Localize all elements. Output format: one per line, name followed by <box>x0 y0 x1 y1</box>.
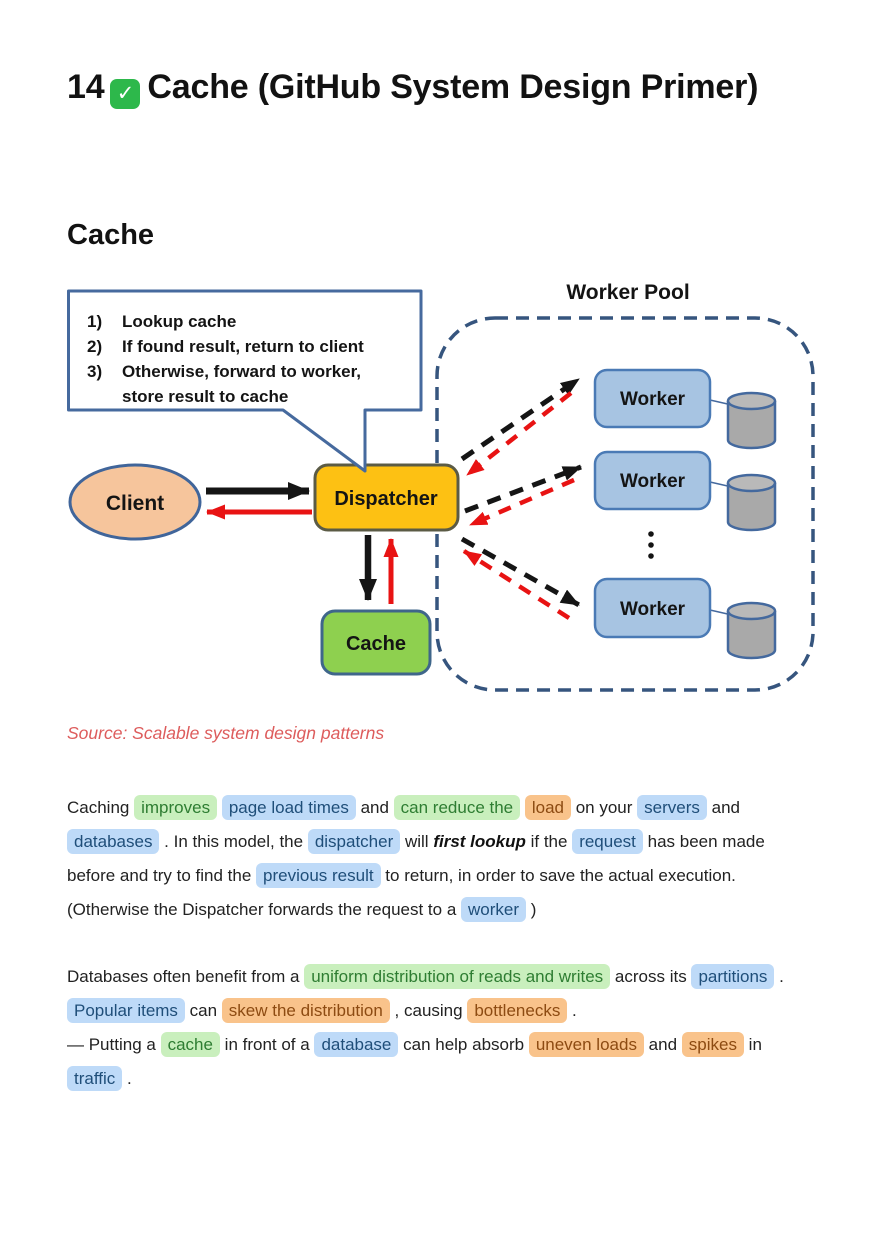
text-run: . <box>122 1069 132 1088</box>
paragraph-caching <box>67 791 815 927</box>
source-caption: Source: Scalable system design patterns <box>67 723 385 743</box>
database-cylinder-icon <box>728 475 775 530</box>
worker2-label: Worker <box>619 471 686 492</box>
text-run: can <box>184 1001 222 1020</box>
dashed-arrow-black-to-worker3 <box>462 539 579 605</box>
highlight-orange: load <box>525 795 571 820</box>
text-run: . <box>774 967 784 986</box>
dashed-arrow-red-from-worker1 <box>467 393 571 475</box>
highlight-orange: skew the distribution <box>222 998 390 1023</box>
worker-node-1 <box>595 370 775 448</box>
highlight-green: can reduce the <box>394 795 520 820</box>
text-run: . <box>567 1001 577 1020</box>
highlight-blue: servers <box>637 795 707 820</box>
dashed-arrow-red-from-worker3 <box>464 551 569 618</box>
cache-architecture-diagram <box>67 273 819 705</box>
text-run: Databases often benefit from a <box>67 967 305 986</box>
highlight-green: improves <box>134 795 217 820</box>
paragraph-databases <box>67 960 815 1096</box>
text-run: on your <box>571 798 638 817</box>
worker3-label: Worker <box>619 599 686 620</box>
text-run: ) <box>526 900 537 919</box>
text-run: in front of a <box>219 1035 315 1054</box>
text-run: will <box>400 832 434 851</box>
more-workers-ellipsis <box>648 531 654 559</box>
callout-item-2: If found result, return to client <box>122 337 364 356</box>
text-run: across its <box>610 967 692 986</box>
text-run: in <box>743 1035 762 1054</box>
highlight-blue: traffic <box>67 1066 122 1091</box>
highlight-blue: worker <box>461 897 526 922</box>
database-cylinder-icon <box>728 603 775 658</box>
highlight-green: uniform distribution of reads and writes <box>304 964 610 989</box>
highlight-orange: bottlenecks <box>467 998 567 1023</box>
worker-node-3 <box>595 579 775 658</box>
highlight-blue: databases <box>67 829 159 854</box>
highlight-orange: uneven loads <box>529 1032 644 1057</box>
text-run: and <box>706 798 740 817</box>
text-run: Caching <box>67 798 135 817</box>
text-run: , causing <box>389 1001 468 1020</box>
worker-node-2 <box>595 452 775 530</box>
callout-item-3a: Otherwise, forward to worker, <box>122 362 362 381</box>
callout-num-1: 1) <box>87 312 103 331</box>
page-title-text: Cache (GitHub System Design Primer) <box>147 68 759 106</box>
dashed-arrow-black-to-worker1 <box>462 379 579 459</box>
text-run: and <box>643 1035 682 1054</box>
highlight-blue: database <box>314 1032 398 1057</box>
highlight-blue: Popular items <box>67 998 185 1023</box>
text-run: has been made before and try to find the <box>67 832 765 885</box>
highlight-blue: dispatcher <box>308 829 400 854</box>
callout-item-3b: store result to cache <box>122 387 289 406</box>
worker-pool-label: Worker Pool <box>566 281 690 304</box>
highlight-green: cache <box>161 1032 220 1057</box>
check-mark-emoji-icon: ✓ <box>110 79 140 109</box>
worker1-label: Worker <box>619 389 686 410</box>
text-run: can help absorb <box>398 1035 529 1054</box>
text-run: to return, in order to save the actual execution. (Otherwise the Dispatcher forwards the request to a <box>67 866 736 919</box>
client-label: Client <box>105 492 165 515</box>
text-run: — Putting a <box>67 1035 161 1054</box>
dispatcher-label: Dispatcher <box>334 488 438 510</box>
highlight-blue: previous result <box>256 863 381 888</box>
highlight-orange: spikes <box>682 1032 744 1057</box>
callout-num-3: 3) <box>87 362 103 381</box>
highlight-blue: request <box>572 829 643 854</box>
text-run: if the <box>525 832 573 851</box>
section-heading: Cache <box>67 219 155 251</box>
cache-label: Cache <box>345 633 407 655</box>
highlight-blue: partitions <box>691 964 774 989</box>
callout-item-1: Lookup cache <box>122 312 237 331</box>
emphasis-text: first lookup <box>433 832 526 851</box>
text-run: . In this model, the <box>159 832 308 851</box>
highlight-blue: page load times <box>222 795 356 820</box>
database-cylinder-icon <box>728 393 775 448</box>
callout-num-2: 2) <box>87 337 103 356</box>
page-title <box>67 62 767 113</box>
text-run: and <box>355 798 394 817</box>
page-title-number: 14 <box>67 68 105 106</box>
